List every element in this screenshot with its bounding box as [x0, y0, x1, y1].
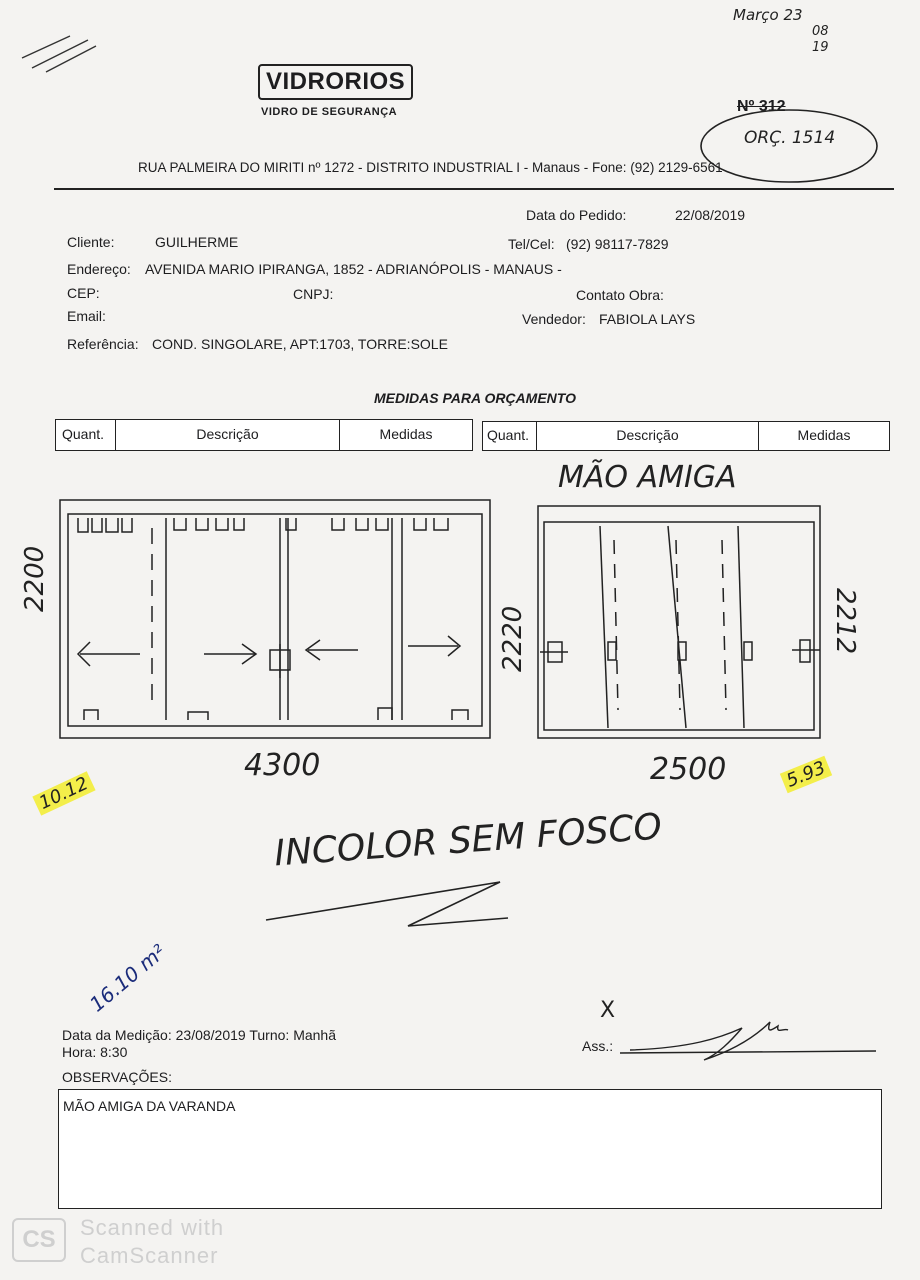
order-number-struck: Nº 312 [737, 98, 786, 115]
col-quant-right: Quant. [483, 422, 537, 450]
order-date-label: Data do Pedido: [526, 207, 627, 223]
reference-value: COND. SINGOLARE, APT:1703, TORRE:SOLE [152, 336, 448, 352]
total-area: 16.10 m² [84, 939, 171, 1017]
note-underline [260, 870, 520, 940]
col-description-right: Descrição [537, 422, 759, 450]
seller-value: FABIOLA LAYS [599, 311, 696, 327]
col-quant-left: Quant. [56, 420, 116, 450]
col-measures-left: Medidas [379, 426, 433, 442]
left-height-dim: 2200 [20, 545, 50, 612]
seller-label: Vendedor: [522, 311, 586, 327]
stray-pen-marks [18, 30, 98, 75]
contact-label: Contato Obra: [576, 287, 664, 303]
signature-mark: X [600, 998, 616, 1023]
phone-value: (92) 98117-7829 [566, 236, 669, 252]
measurement-date-value: 23/08/2019 [175, 1027, 246, 1043]
right-height-dim: 2220 [498, 605, 528, 672]
right-window-sketch [530, 500, 830, 745]
observations-label: OBSERVAÇÕES: [62, 1069, 172, 1085]
phone-label: Tel/Cel: [508, 236, 555, 252]
observations-text: MÃO AMIGA DA VARANDA [63, 1098, 236, 1114]
measurement-time-label: Hora: [62, 1044, 97, 1060]
right-height-dim-alt: 2212 [830, 588, 860, 655]
left-window-sketch [56, 488, 496, 743]
measurement-shift-label: Turno: [249, 1027, 290, 1043]
handwritten-date-month: Março 23 [733, 6, 803, 24]
table-header-left [55, 419, 473, 451]
cep-label: CEP: [67, 285, 100, 301]
right-area: 5.93 [780, 756, 832, 793]
right-width-dim: 2500 [650, 752, 727, 787]
email-label: Email: [67, 308, 106, 324]
section-title: MEDIDAS PARA ORÇAMENTO [374, 390, 576, 406]
orc-number: ORÇ. 1514 [744, 128, 836, 148]
reference-label: Referência: [67, 336, 139, 352]
table-header-right [482, 421, 890, 451]
left-width-dim: 4300 [244, 748, 321, 783]
signature-scribble [600, 1008, 880, 1068]
measurement-info [62, 1027, 336, 1043]
client-value: GUILHERME [155, 234, 239, 250]
cnpj-label: CNPJ: [293, 286, 334, 302]
address-value: AVENIDA MARIO IPIRANGA, 1852 - ADRIANÓPOLIS - MANAUS - [145, 261, 562, 277]
handwritten-date-year: 19 [812, 40, 829, 55]
address-label: Endereço: [67, 261, 131, 277]
col-measures-right: Medidas [797, 427, 851, 443]
handwritten-date-day: 08 [812, 24, 829, 39]
left-area: 10.12 [32, 771, 95, 815]
right-sketch-title: MÃO AMIGA [558, 460, 737, 495]
watermark-line1: Scanned with [80, 1215, 225, 1240]
company-address: RUA PALMEIRA DO MIRITI nº 1272 - DISTRITO INDUSTRIAL I - Manaus - Fone: (92) 2129-6561 [138, 160, 723, 175]
observations-box [58, 1089, 882, 1209]
client-label: Cliente: [67, 234, 115, 250]
watermark-line2: CamScanner [80, 1243, 219, 1268]
signature-label: Ass.: [582, 1038, 614, 1054]
measurement-shift-value: Manhã [293, 1027, 336, 1043]
camscanner-logo: CS [12, 1218, 66, 1262]
company-tagline: VIDRO DE SEGURANÇA [261, 106, 398, 118]
glass-note: INCOLOR SEM FOSCO [273, 806, 664, 875]
company-logo: VIDRORIOS [258, 64, 413, 100]
measurement-date-label: Data da Medição: [62, 1027, 172, 1043]
order-date-value: 22/08/2019 [675, 207, 746, 223]
header-divider [54, 188, 894, 190]
measurement-time-value: 8:30 [100, 1044, 128, 1060]
measurement-time [62, 1044, 127, 1060]
col-description-left: Descrição [116, 420, 340, 450]
